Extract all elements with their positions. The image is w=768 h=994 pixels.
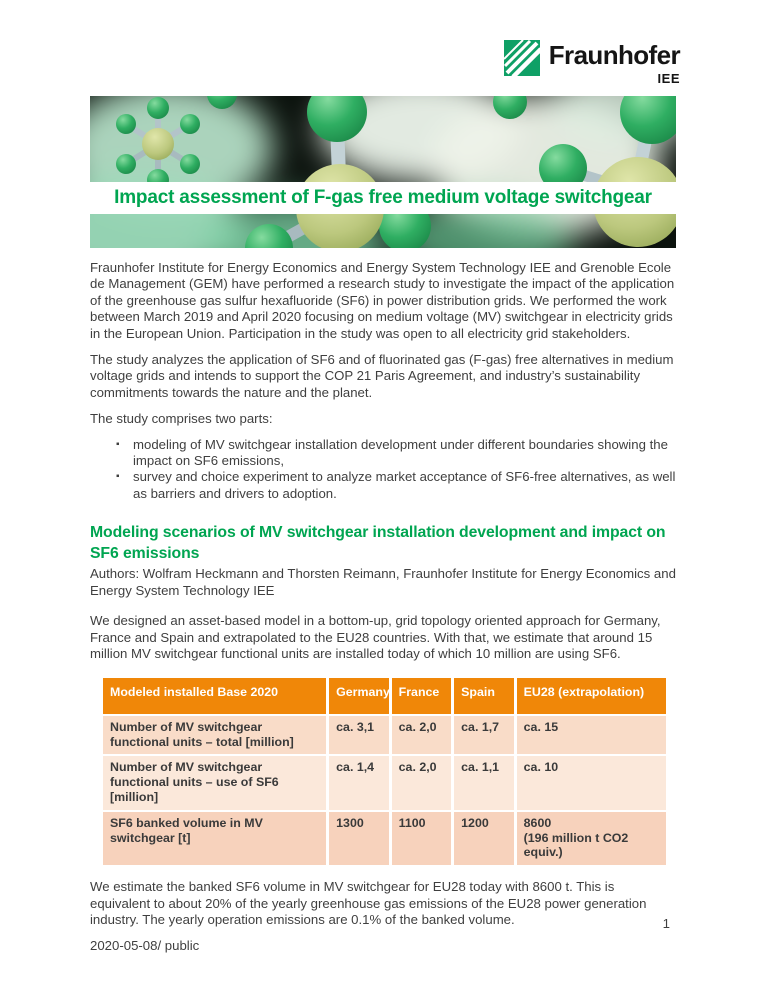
page-number: 1 xyxy=(662,916,670,931)
cell-france: ca. 2,0 xyxy=(392,716,452,755)
paragraph-two-parts: The study comprises two parts: xyxy=(90,411,273,427)
authors-line: Authors: Wolfram Heckmann and Thorsten Reimann, Fraunhofer Institute for Energy Economics and Energy System Technology IEE xyxy=(90,566,676,598)
fraunhofer-stripes-icon xyxy=(504,40,540,76)
list-item xyxy=(90,437,676,470)
cell-eu28-value: 8600 xyxy=(523,815,552,830)
paragraph-study-analyzes: The study analyzes the application of SF6 and of fluorinated gas (F-gas) free alternatives in medium voltage grids and intends to support the COP 21 Paris Agreement, and industry’s sustainability commitments towards the nature and the planet. xyxy=(90,352,674,400)
cell-france: 1100 xyxy=(392,812,452,865)
table-header-germany: Germany xyxy=(329,678,389,714)
document-title: Impact assessment of F-gas free medium voltage switchgear xyxy=(114,187,652,208)
table-row xyxy=(103,756,666,809)
table-row xyxy=(103,812,666,865)
table-header-label: Modeled installed Base 2020 xyxy=(103,678,326,714)
table-header-spain: Spain xyxy=(454,678,514,714)
section-heading: Modeling scenarios of MV switchgear installation development and impact on SF6 emissions xyxy=(90,524,666,562)
fraunhofer-logo xyxy=(504,40,680,86)
list-item-text: modeling of MV switchgear installation development under different boundaries showing the impact on SF6 emissions, xyxy=(133,436,668,469)
row-label: Number of MV switchgear functional units – use of SF6 [million] xyxy=(103,756,326,809)
cell-eu28: ca. 10 xyxy=(517,756,666,809)
logo-institute-abbrev: IEE xyxy=(657,71,680,86)
cell-eu28 xyxy=(517,812,666,865)
cell-germany: 1300 xyxy=(329,812,389,865)
footer-date: 2020-05-08/ public xyxy=(90,938,200,953)
table-row xyxy=(103,716,666,755)
row-label: Number of MV switchgear functional units – total [million] xyxy=(103,716,326,755)
installed-base-table xyxy=(103,676,666,867)
bullet-icon: ▪ xyxy=(116,438,120,450)
cell-spain: ca. 1,7 xyxy=(454,716,514,755)
cell-spain: ca. 1,1 xyxy=(454,756,514,809)
logo-wordmark: Fraunhofer xyxy=(548,40,680,70)
study-parts-list xyxy=(90,437,676,503)
cell-germany: ca. 3,1 xyxy=(329,716,389,755)
molecule-illustration xyxy=(90,96,676,248)
paragraph-closing: We estimate the banked SF6 volume in MV switchgear for EU28 today with 8600 t. This is equivalent to about 20% of the yearly greenhouse gas emissions of the EU28 power generation industry. The yearly operation emissions are 0.1% of the banked volume. xyxy=(90,879,647,927)
bullet-icon: ▪ xyxy=(116,471,120,483)
hero-title-band xyxy=(90,182,676,214)
cell-germany: ca. 1,4 xyxy=(329,756,389,809)
paragraph-intro: Fraunhofer Institute for Energy Economics and Energy System Technology IEE and Grenoble Ecole de Management (GEM) have performed a research study to investigate the impact of the application of the greenhouse gas sulfur hexafluoride (SF6) in power distribution grids. We performed the work between March 2019 and April 2020 focusing on medium voltage (MV) switchgear in electricity grids in the European Union. Participation in the study was open to all electricity grid stakeholders. xyxy=(90,260,675,341)
cell-spain: 1200 xyxy=(454,812,514,865)
cell-eu28: ca. 15 xyxy=(517,716,666,755)
table-header-row xyxy=(103,678,666,714)
table-header-eu28: EU28 (extrapolation) xyxy=(517,678,666,714)
document-page xyxy=(90,96,676,928)
row-label: SF6 banked volume in MV switchgear [t] xyxy=(103,812,326,865)
hero-image xyxy=(90,96,676,248)
cell-france: ca. 2,0 xyxy=(392,756,452,809)
table-header-france: France xyxy=(392,678,452,714)
cell-eu28-note: (196 million t CO2 equiv.) xyxy=(523,830,629,860)
paragraph-model-design: We designed an asset-based model in a bottom-up, grid topology oriented approach for Germany, France and Spain and extrapolated to the EU28 countries. With that, we estimate that around 15 million MV switchgear functional units are installed today of which 10 million are using SF6. xyxy=(90,613,661,661)
list-item-text: survey and choice experiment to analyze market acceptance of SF6-free alternatives, as well as barriers and drivers to adoption. xyxy=(133,469,676,501)
list-item xyxy=(90,469,676,502)
